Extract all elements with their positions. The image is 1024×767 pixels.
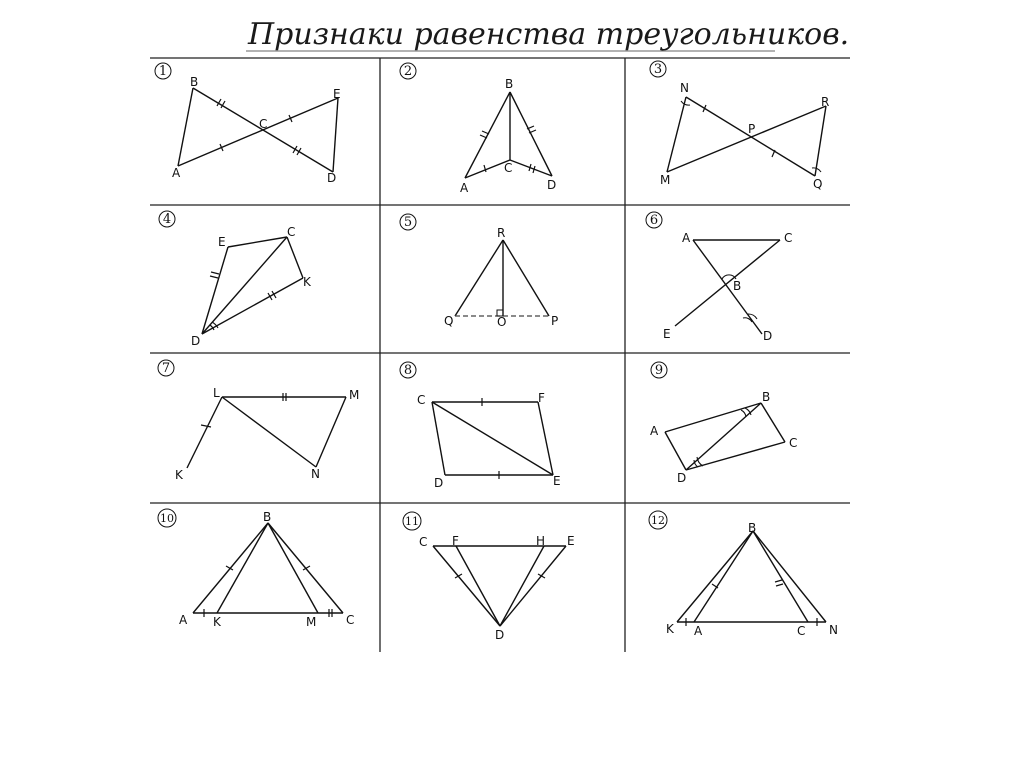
point-label: E xyxy=(553,474,561,488)
problem-6 xyxy=(646,212,792,343)
point-label: R xyxy=(821,95,830,109)
point-label: M xyxy=(349,388,360,402)
point-label: D xyxy=(763,329,773,343)
point-label: B xyxy=(505,77,514,91)
problem-4 xyxy=(159,211,312,348)
point-label: N xyxy=(829,623,838,637)
point-label: E xyxy=(218,235,226,249)
point-label: C xyxy=(287,225,296,239)
point-label: L xyxy=(213,386,220,400)
problem-8 xyxy=(400,362,561,490)
problem-9 xyxy=(650,362,797,485)
point-label: K xyxy=(213,615,221,629)
problem-number: 6 xyxy=(649,213,659,228)
point-label: D xyxy=(191,334,201,348)
page-title: Признаки равенства треугольников. xyxy=(248,17,850,52)
problem-2 xyxy=(400,63,556,195)
point-label: C xyxy=(797,624,806,638)
point-label: B xyxy=(190,75,199,89)
point-label: B xyxy=(733,279,742,293)
problem-number: 8 xyxy=(403,363,413,378)
point-label: K xyxy=(666,622,674,636)
problem-number: 5 xyxy=(403,215,413,230)
point-label: C xyxy=(417,393,426,407)
point-label: D xyxy=(677,471,687,485)
problem-number: 3 xyxy=(653,62,663,77)
point-label: H xyxy=(536,534,546,548)
point-label: C xyxy=(504,161,513,175)
problem-number: 12 xyxy=(651,514,665,527)
point-label: A xyxy=(172,166,181,180)
problem-10 xyxy=(158,509,354,629)
point-label: B xyxy=(762,390,771,404)
point-label: F xyxy=(452,534,459,548)
point-label: D xyxy=(327,171,337,185)
problem-number: 2 xyxy=(403,64,413,79)
point-label: E xyxy=(333,87,341,101)
point-label: P xyxy=(551,314,559,328)
point-label: C xyxy=(789,436,798,450)
point-label: K xyxy=(175,468,183,482)
problem-11 xyxy=(403,512,575,642)
point-label: F xyxy=(538,391,545,405)
point-label: E xyxy=(663,327,671,341)
point-label: B xyxy=(748,521,757,535)
point-label: B xyxy=(263,510,272,524)
point-label: R xyxy=(497,226,506,240)
point-label: C xyxy=(419,535,428,549)
problem-12 xyxy=(649,511,838,638)
problem-number: 11 xyxy=(405,515,419,528)
point-label: A xyxy=(682,231,691,245)
point-label: N xyxy=(680,81,689,95)
point-label: A xyxy=(460,181,469,195)
point-label: N xyxy=(311,467,320,481)
point-label: C xyxy=(346,613,355,627)
point-label: M xyxy=(660,173,671,187)
problem-number: 10 xyxy=(160,512,174,525)
point-label: O xyxy=(497,315,507,329)
point-label: Q xyxy=(813,177,823,191)
problem-number: 7 xyxy=(161,361,171,376)
point-label: D xyxy=(434,476,444,490)
point-label: A xyxy=(179,613,188,627)
point-label: K xyxy=(303,275,311,289)
point-label: D xyxy=(547,178,557,192)
point-label: D xyxy=(495,628,505,642)
point-label: E xyxy=(567,534,575,548)
problem-number: 4 xyxy=(162,212,172,227)
point-label: A xyxy=(650,424,659,438)
point-label: Q xyxy=(444,314,454,328)
point-label: C xyxy=(259,117,268,131)
problem-1 xyxy=(155,63,341,185)
point-label: A xyxy=(694,624,703,638)
point-label: C xyxy=(784,231,793,245)
problem-3 xyxy=(650,61,829,191)
problem-5 xyxy=(400,214,558,329)
problem-number: 1 xyxy=(158,64,168,79)
grid-lines xyxy=(150,58,850,652)
problem-number: 9 xyxy=(654,363,664,378)
point-label: P xyxy=(748,122,756,136)
problem-7 xyxy=(158,360,359,482)
point-label: M xyxy=(306,615,317,629)
